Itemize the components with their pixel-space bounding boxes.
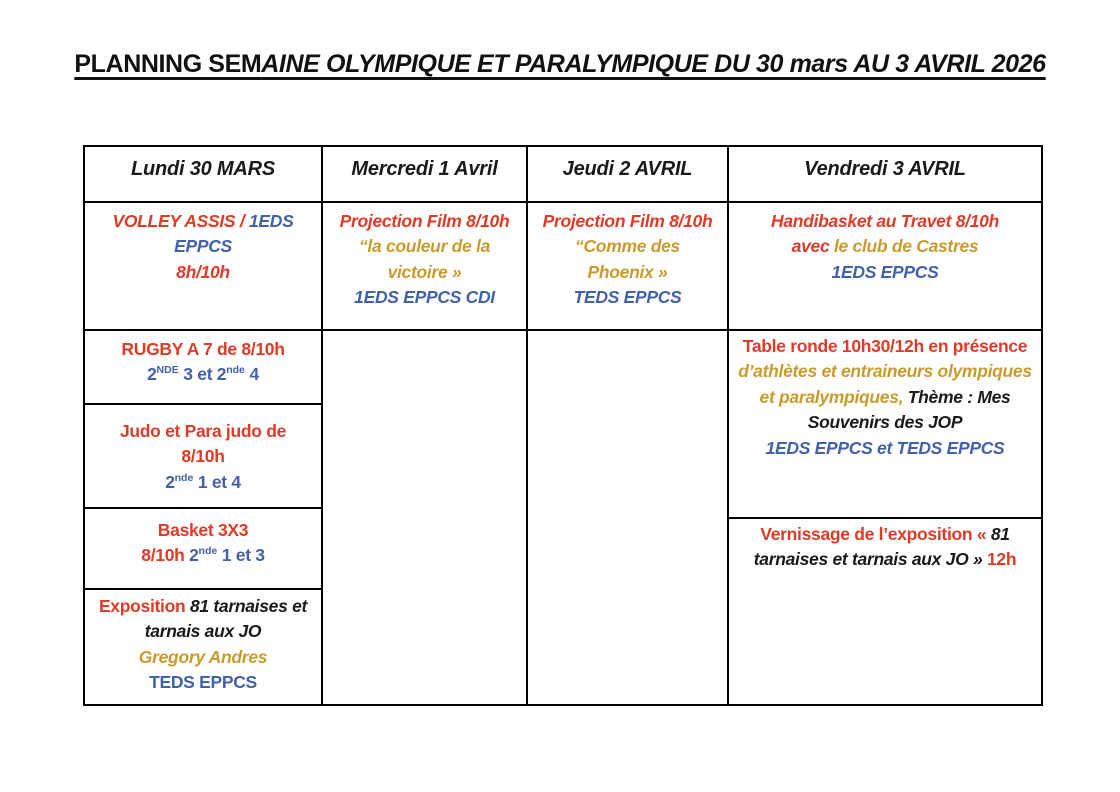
text-segment: 4	[244, 364, 259, 385]
text-segment: Thème : Mes Souvenirs des JOP	[807, 386, 1011, 433]
cell-vernissage	[729, 519, 1041, 704]
cell-handibasket	[729, 203, 1041, 331]
cell-line: EPPCS	[174, 236, 232, 257]
cell-line: Basket 3X3	[157, 520, 249, 540]
text-segment: 1 et 4	[193, 471, 241, 492]
column-header-jeudi: Jeudi 2 AVRIL	[528, 147, 729, 203]
monday-column	[85, 331, 323, 704]
column-header-vendredi: Vendredi 3 AVRIL	[729, 147, 1041, 203]
text-segment: nde	[174, 471, 194, 484]
cell-table-ronde	[729, 331, 1041, 519]
title-part-italic: AINE OLYMPIQUE ET PARALYMPIQUE DU 30 mars AU 3 AVRIL 2026	[261, 50, 1046, 78]
text-segment: 8/10h	[141, 545, 190, 566]
cell-basket-3x3	[85, 509, 321, 590]
cell-line: TEDS EPPCS	[149, 672, 257, 693]
text-segment: 2	[147, 364, 157, 385]
cell-exposition	[85, 590, 321, 704]
cell-empty-mercredi	[323, 331, 528, 704]
cell-line	[91, 543, 315, 568]
text-segment: 12h	[986, 549, 1017, 570]
cell-line: TEDS EPPCS	[573, 287, 682, 308]
text-segment: nde	[226, 364, 245, 377]
cell-line	[91, 470, 315, 495]
text-segment: avec	[791, 236, 830, 257]
text-segment: 81 tarnaises et tarnais aux JO	[144, 596, 308, 642]
text-segment: nde	[198, 545, 218, 558]
cell-line: Projection Film 8/10h	[339, 211, 510, 231]
page-title	[0, 50, 1120, 79]
cell-empty-jeudi	[528, 331, 729, 704]
cell-line: Judo et Para judo de	[119, 421, 287, 441]
header-row	[85, 147, 1041, 203]
title-part-upright: PLANNING SEM	[74, 50, 262, 78]
text-segment: 1 et 3	[217, 545, 265, 566]
cell-line: “Comme des	[575, 236, 680, 257]
text-segment: Exposition	[98, 596, 186, 616]
cell-line	[735, 522, 1035, 573]
text-segment: Table ronde 10h30/12h en présence	[742, 336, 1028, 356]
text-segment: d’athlètes et entraineurs olympiques et paralympiques,	[738, 361, 1032, 407]
text-segment: 2	[165, 471, 175, 492]
cell-line: Projection Film 8/10h	[542, 211, 713, 231]
cell-projection-film-phoenix	[528, 203, 729, 331]
friday-column	[729, 331, 1041, 704]
cell-line: Phoenix »	[587, 261, 668, 282]
morning-row	[85, 203, 1041, 331]
column-header-lundi: Lundi 30 MARS	[85, 147, 323, 203]
cell-line	[91, 209, 315, 234]
text-segment: VOLLEY ASSIS /	[112, 211, 249, 231]
cell-line	[91, 594, 315, 645]
cell-judo	[85, 405, 321, 509]
cell-line: 1EDS EPPCS	[831, 261, 939, 282]
cell-line: Handibasket au Travet 8/10h	[771, 211, 999, 231]
cell-line	[735, 334, 1035, 436]
cell-line: 8h/10h	[176, 261, 230, 282]
text-segment: 2	[189, 545, 199, 566]
body-rows	[85, 331, 1041, 704]
cell-line: 1EDS EPPCS et TEDS EPPCS	[765, 437, 1005, 458]
cell-line: 1EDS EPPCS CDI	[354, 287, 495, 308]
planning-table	[83, 145, 1043, 706]
text-segment: Vernissage de l’exposition «	[760, 524, 991, 544]
text-segment: NDE	[156, 364, 179, 377]
text-segment: 3 et 2	[178, 364, 227, 385]
cell-volley-assis	[85, 203, 323, 331]
cell-line	[91, 362, 315, 387]
text-segment: le club de Castres	[829, 236, 979, 257]
cell-line	[735, 234, 1035, 259]
cell-line: Gregory Andres	[138, 646, 268, 667]
cell-line: RUGBY A 7 de 8/10h	[121, 339, 285, 359]
cell-line: “la couleur de la	[358, 236, 491, 257]
cell-rugby	[85, 331, 321, 405]
text-segment: 1EDS	[249, 211, 294, 231]
cell-line: victoire »	[387, 261, 462, 282]
text-segment: 81 tarnaises et tarnais aux JO »	[753, 524, 1010, 570]
cell-projection-film-couleur-victoire	[323, 203, 528, 331]
column-header-mercredi: Mercredi 1 Avril	[323, 147, 528, 203]
cell-line: 8/10h	[181, 446, 225, 467]
